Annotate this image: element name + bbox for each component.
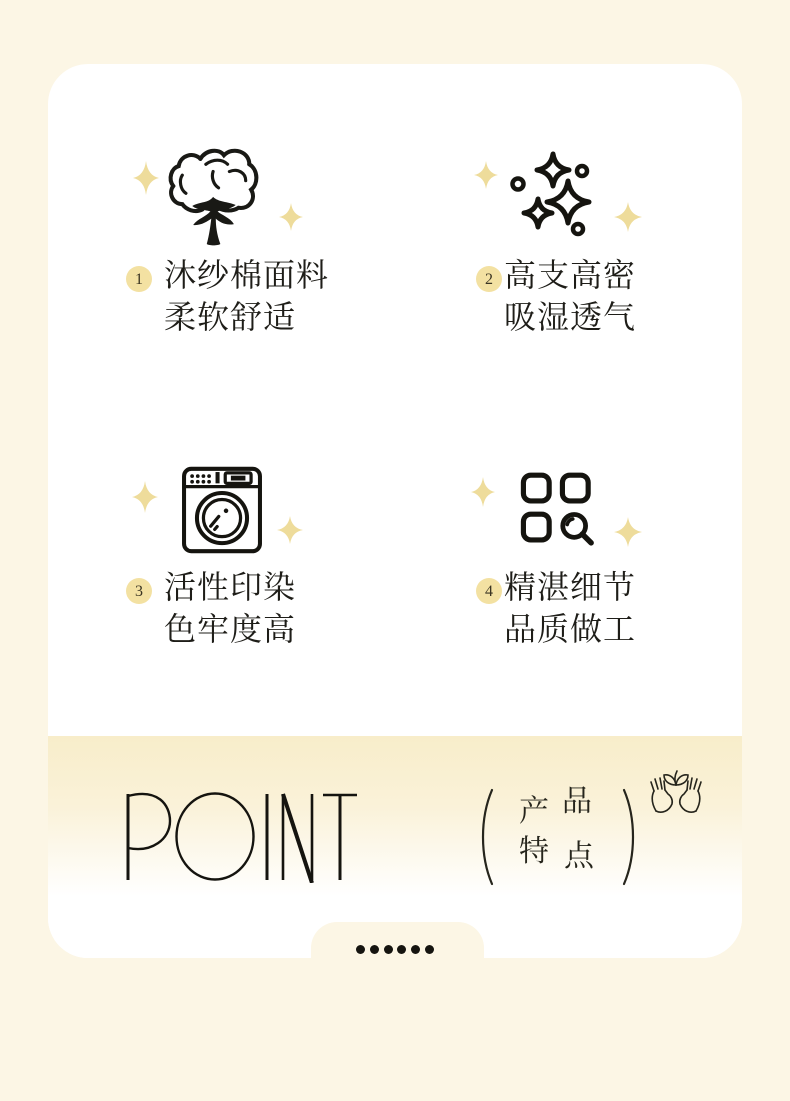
feature-line2: 色牢度高 (164, 611, 297, 647)
sparkle-decor-icon (614, 517, 642, 547)
dots-row (356, 944, 434, 954)
feature-line2: 吸湿透气 (504, 299, 637, 335)
feature-number: 1 (135, 271, 143, 288)
hands-holding-leaves-icon (649, 769, 703, 815)
subtitle-char: 产 (519, 795, 549, 828)
sparkle-decor-icon (471, 477, 495, 507)
feature-number: 4 (485, 583, 493, 600)
feature-line2: 品质做工 (504, 611, 637, 647)
sparkle-decor-icon (133, 161, 159, 195)
feature-line1: 活性印染 (164, 569, 297, 605)
dot (425, 945, 434, 954)
feature-text (504, 254, 636, 338)
sparkle-decor-icon (277, 516, 303, 544)
subtitle-char: 品 (562, 785, 592, 818)
dot (370, 945, 379, 954)
feature-text (164, 254, 329, 338)
dot (384, 945, 393, 954)
dot (356, 945, 365, 954)
feature-line1: 高支高密 (504, 257, 637, 293)
feature-number-badge (476, 578, 502, 604)
feature-line1: 沐纱棉面料 (164, 257, 330, 293)
point-title (118, 791, 358, 883)
subtitle-char: 点 (564, 840, 594, 873)
bottom-tab (311, 922, 484, 964)
cotton-flower-icon (166, 144, 262, 248)
dot (411, 945, 420, 954)
feature-text (164, 566, 296, 650)
sparkle-decor-icon (132, 481, 158, 513)
sparkle-decor-icon (614, 202, 642, 232)
feature-line1: 精湛细节 (504, 569, 637, 605)
close-paren-icon (620, 788, 640, 886)
sparkles-icon (498, 146, 616, 254)
open-paren-icon (476, 788, 496, 886)
feature-number-badge (476, 266, 502, 292)
dot (397, 945, 406, 954)
subtitle-char: 特 (519, 835, 549, 868)
feature-line2: 柔软舒适 (164, 299, 297, 335)
grid-magnifier-icon (518, 470, 598, 548)
sparkle-decor-icon (279, 203, 303, 231)
feature-number-badge (126, 578, 152, 604)
sparkle-decor-icon (474, 161, 498, 189)
feature-text (504, 566, 636, 650)
feature-number-badge (126, 266, 152, 292)
feature-number: 2 (485, 271, 493, 288)
washing-machine-icon (180, 460, 264, 560)
feature-number: 3 (135, 583, 143, 600)
